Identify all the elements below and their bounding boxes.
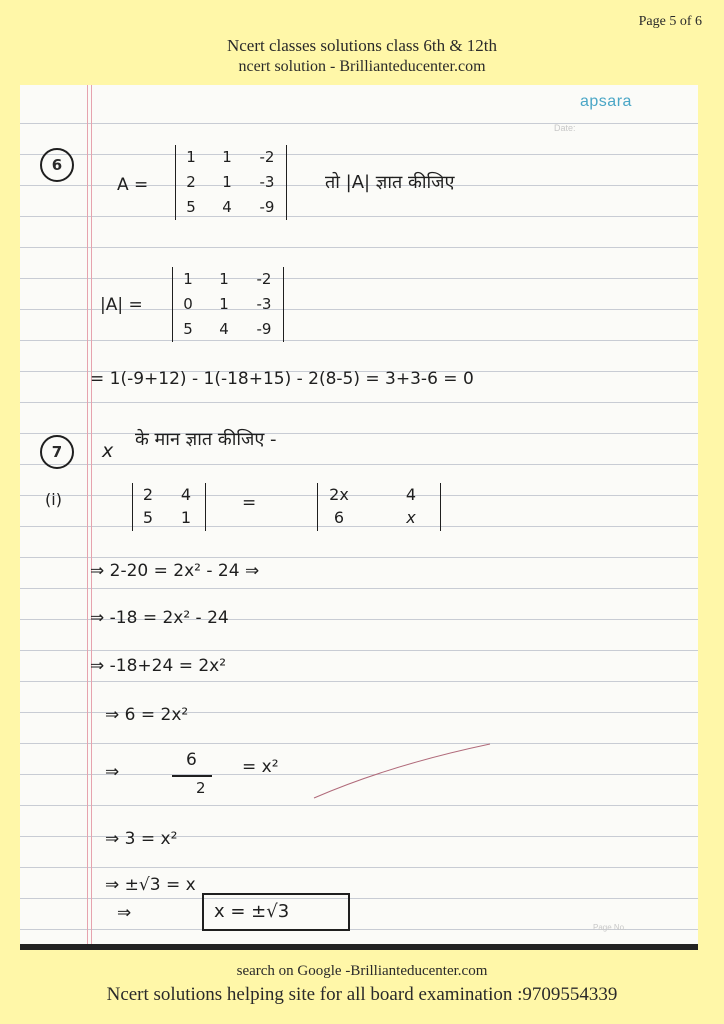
determinant-expansion: = 1(-9+12) - 1(-18+15) - 2(8-5) = 3+3-6 = 0 bbox=[90, 369, 474, 389]
header-subtitle: ncert solution - Brillianteducenter.com bbox=[238, 58, 486, 75]
header-title: Ncert classes solutions class 6th & 12th bbox=[226, 36, 498, 55]
matrix-cell: 0 bbox=[183, 295, 193, 313]
matrix-cell: -2 bbox=[259, 148, 275, 166]
margin-line bbox=[87, 85, 88, 950]
matrix-cell: 5 bbox=[186, 198, 196, 216]
solution-step: ⇒ -18 = 2x² - 24 bbox=[90, 608, 229, 628]
matrix-cell: 5 bbox=[183, 320, 193, 338]
notebook-brand-logo: apsara bbox=[580, 93, 632, 110]
matrix-cell: -9 bbox=[256, 320, 272, 338]
right-determinant bbox=[317, 483, 441, 531]
solution-arrow: ⇒ bbox=[105, 762, 120, 782]
page-bottom-edge bbox=[20, 944, 698, 950]
stray-pen-mark bbox=[310, 740, 495, 802]
fraction-denominator: 2 bbox=[196, 779, 206, 797]
margin-line bbox=[91, 85, 92, 950]
matrix-cell: 2 bbox=[186, 173, 196, 191]
matrix-cell: 1 bbox=[183, 270, 193, 288]
page-indicator: Page 5 of 6 bbox=[638, 14, 702, 29]
solution-arrow: ⇒ bbox=[117, 903, 132, 923]
solution-step: ⇒ 3 = x² bbox=[105, 829, 178, 849]
solution-step: ⇒ 6 = 2x² bbox=[105, 705, 189, 725]
notebook-page bbox=[20, 85, 698, 950]
variable-x: x bbox=[102, 440, 114, 462]
question-number: 7 bbox=[40, 435, 74, 469]
matrix-cell: -2 bbox=[256, 270, 272, 288]
matrix-cell: 1 bbox=[180, 508, 192, 527]
matrix-cell: 2 bbox=[142, 485, 154, 504]
solution-step: ⇒ ±√3 = x bbox=[105, 875, 196, 895]
matrix-cell: 1 bbox=[222, 148, 232, 166]
solution-step: ⇒ -18+24 = 2x² bbox=[90, 656, 227, 676]
matrix-cell: -3 bbox=[256, 295, 272, 313]
left-determinant bbox=[132, 483, 206, 531]
page-no-label: Page No. bbox=[593, 923, 627, 932]
matrix-cell: x bbox=[406, 508, 416, 527]
solution-step: ⇒ 2-20 = 2x² - 24 ⇒ bbox=[90, 561, 260, 581]
question-hindi-text: के मान ज्ञात कीजिए - bbox=[135, 429, 277, 450]
matrix-cell: 5 bbox=[142, 508, 154, 527]
date-label: Date: bbox=[554, 123, 576, 133]
matrix-a bbox=[175, 145, 287, 220]
matrix-cell: 1 bbox=[219, 295, 229, 313]
matrix-cell: 4 bbox=[222, 198, 232, 216]
part-label: (i) bbox=[45, 490, 62, 509]
final-answer-box bbox=[202, 893, 350, 931]
footer-tagline: Ncert solutions helping site for all board examination :9709554339 bbox=[106, 984, 618, 1005]
final-answer: x = ±√3 bbox=[214, 901, 290, 922]
fraction-numerator: 6 bbox=[186, 750, 197, 770]
determinant-label: |A| = bbox=[100, 295, 143, 315]
matrix-cell: 1 bbox=[222, 173, 232, 191]
matrix-cell: 1 bbox=[186, 148, 196, 166]
matrix-cell: -3 bbox=[259, 173, 275, 191]
fraction-rhs: = x² bbox=[242, 757, 279, 777]
matrix-cell: 4 bbox=[219, 320, 229, 338]
footer-search-text: search on Google -Brillianteducenter.com bbox=[236, 963, 488, 979]
matrix-cell: 1 bbox=[219, 270, 229, 288]
matrix-cell: 2x bbox=[329, 485, 349, 504]
matrix-cell: 6 bbox=[333, 508, 345, 527]
matrix-cell: -9 bbox=[259, 198, 275, 216]
equals-sign: = bbox=[242, 493, 257, 513]
question-number: 6 bbox=[40, 148, 74, 182]
matrix-cell: 4 bbox=[180, 485, 192, 504]
matrix-a-label: A = bbox=[117, 175, 149, 195]
matrix-cell: 4 bbox=[405, 485, 417, 504]
question-hindi-text: तो |A| ज्ञात कीजिए bbox=[325, 172, 455, 193]
determinant-matrix bbox=[172, 267, 284, 342]
fraction-bar bbox=[172, 775, 212, 777]
